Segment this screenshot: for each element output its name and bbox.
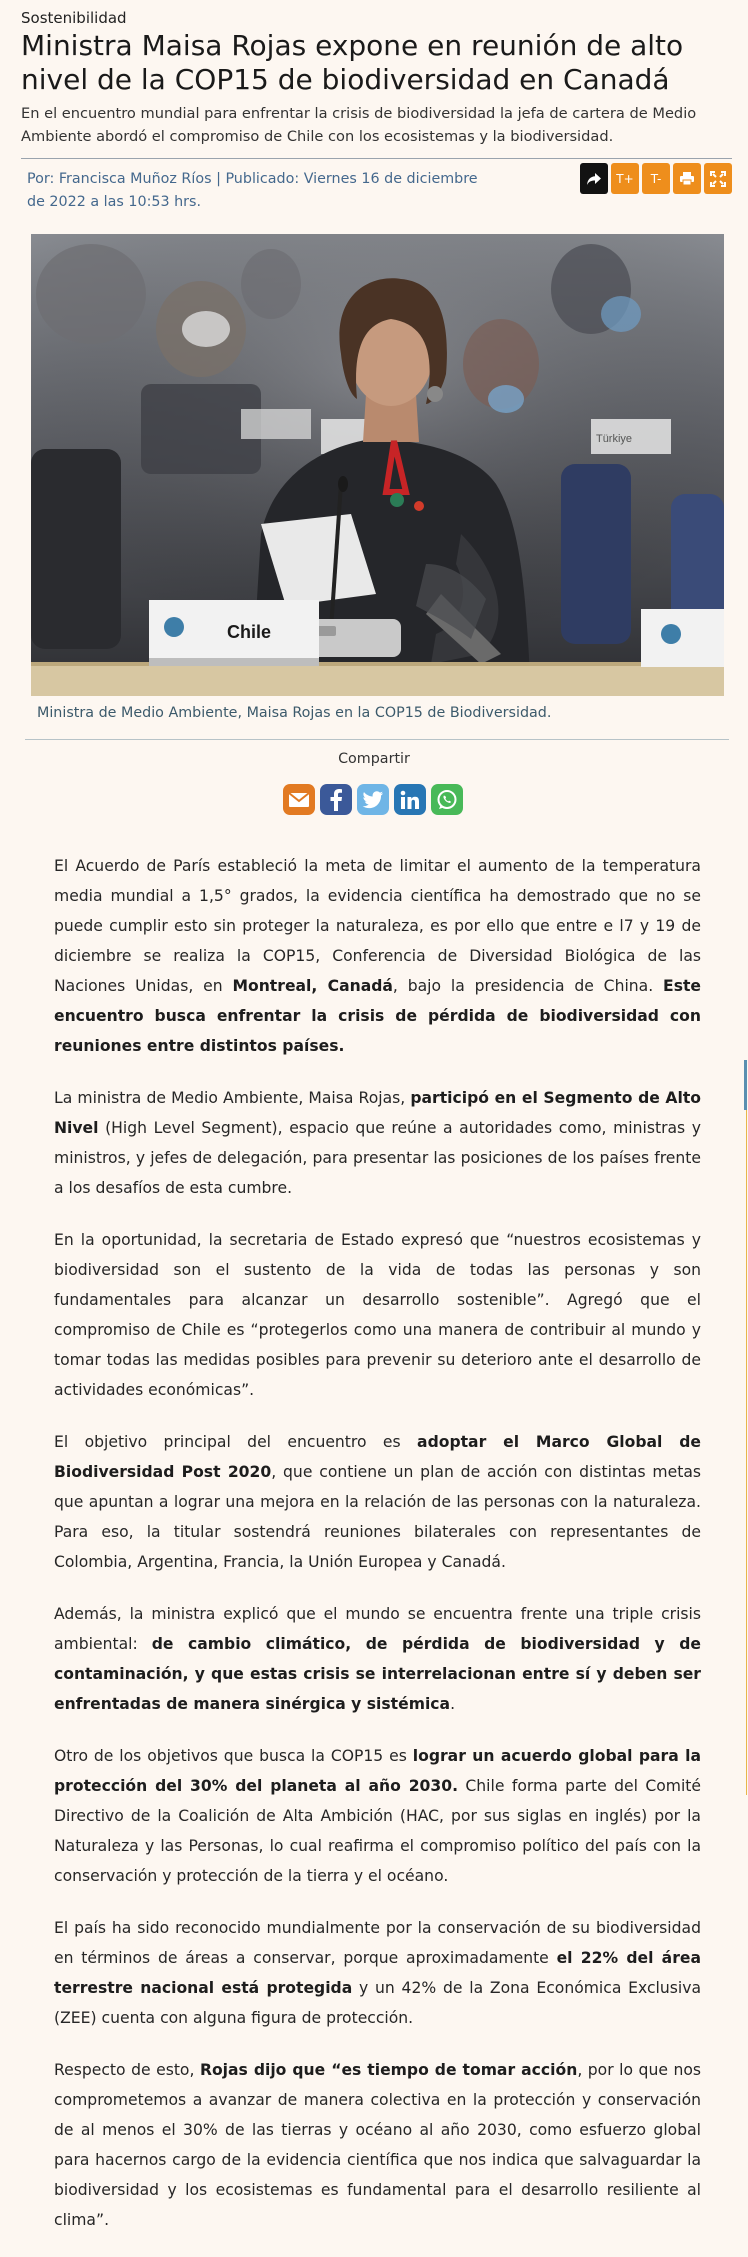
text-run: Respecto de esto, xyxy=(54,2061,200,2079)
article-paragraph xyxy=(54,851,701,1061)
bold-text: lograr un acuerdo global para la protección del 30% del planeta al año 2030. xyxy=(54,1747,702,1795)
article-body xyxy=(54,851,701,2257)
text-run: El objetivo principal del encuentro es xyxy=(54,1433,418,1451)
text-run: y un 42% de la Zona Económica Exclusiva (ZEE) cuenta con alguna figura de protección. xyxy=(54,1979,702,2027)
whatsapp-icon[interactable] xyxy=(431,784,463,815)
text-run: Chile forma parte del Comité Directivo de la Coalición de Alta Ambición (HAC, por sus siglas en inglés) por la Naturaleza y las Personas, lo cual reafirma el compromiso político del país con la conservación y protección de la tierra y el océano. xyxy=(54,1777,701,1885)
bold-text: participó en el Segmento de Alto Nivel xyxy=(54,1089,701,1137)
text-run: El Acuerdo de París estableció la meta de limitar el aumento de la temperatura media mundial a 1,5° grados, la evidencia científica ha demostrado que no se puede cumplir esto sin proteger la naturaleza, es por ello que entre e l7 y 19 de diciembre se realiza la COP15, Conferencia de Diversidad Biológica de las Naciones Unidas, en xyxy=(54,857,701,995)
article-paragraph xyxy=(54,1599,701,1719)
text-run: , que contiene un plan de acción con distintas metas que apuntan a lograr una mejora en la relación de las personas con la naturaleza. Para eso, la titular sostendrá reuniones bilaterales con representantes de Colombia, Argentina, Francia, la Unión Europea y Canadá. xyxy=(54,1463,701,1571)
divider xyxy=(25,739,729,740)
share-label: Compartir xyxy=(338,751,410,767)
text-run: Además, la ministra explicó que el mundo se encuentra frente una triple crisis ambiental: xyxy=(54,1605,701,1653)
text-run: , bajo la presidencia de China. xyxy=(392,977,664,995)
font-decrease-button[interactable]: T- xyxy=(642,163,670,194)
scroll-indicator[interactable] xyxy=(744,1060,747,1110)
article-paragraph xyxy=(54,1427,701,1577)
bold-text: adoptar el Marco Global de Biodiversidad Post 2020 xyxy=(54,1433,701,1481)
article-paragraph xyxy=(54,1225,701,1405)
text-run: , por lo que nos comprometemos a avanzar de manera colectiva en la protección y conservación de al menos el 30% de las tierras y océano al año 2030, como esfuerzo global para hacernos cargo de la evidencia científica que nos indica que salvaguardar la biodiversidad y los ecosistemas es fundamental para el desarrollo resiliente al clima”. xyxy=(54,2061,701,2229)
article-paragraph xyxy=(54,1741,701,1891)
email-icon[interactable] xyxy=(283,784,315,815)
photo-caption: Ministra de Medio Ambiente, Maisa Rojas en la COP15 de Biodiversidad. xyxy=(37,705,552,721)
bold-text: Rojas dijo que “es tiempo de tomar acción xyxy=(199,2061,578,2079)
nameplate-right-text: Türkiye xyxy=(595,433,633,445)
facebook-icon[interactable] xyxy=(320,784,352,815)
bold-text: de cambio climático, de pérdida de biodiversidad y de contaminación, y que estas crisis se interrelacionan entre sí y deben ser enfrentadas de manera sinérgica y sistémica xyxy=(54,1635,701,1713)
print-icon[interactable] xyxy=(673,163,701,194)
font-increase-button[interactable]: T+ xyxy=(611,163,639,194)
text-run: (High Level Segment), espacio que reúne a autoridades como, ministras y ministros, y jefes de delegación, para presentar las posiciones de los países frente a los desafíos de esta cumbre. xyxy=(54,1119,701,1197)
text-run: . xyxy=(450,1695,456,1713)
linkedin-icon[interactable] xyxy=(394,784,426,815)
category-label[interactable]: Sostenibilidad xyxy=(21,9,127,27)
byline: Por: Francisca Muñoz Ríos | Publicado: Viernes 16 de diciembre de 2022 a las 10:53 hrs. xyxy=(27,171,478,210)
bold-text: Este encuentro busca enfrentar la crisis de pérdida de biodiversidad con reuniones entre distintos países. xyxy=(54,977,702,1055)
bold-text: Montreal, Canadá xyxy=(232,977,393,995)
twitter-icon[interactable] xyxy=(357,784,389,815)
article-paragraph xyxy=(54,2055,701,2235)
text-run: El país ha sido reconocido mundialmente por la conservación de su biodiversidad en términos de áreas a conservar, porque aproximadamente xyxy=(54,1919,701,1967)
divider xyxy=(21,158,732,159)
article-toolbar xyxy=(580,163,732,194)
nameplate-text: Chile xyxy=(226,622,272,642)
bold-text: el 22% del área terrestre nacional está protegida xyxy=(54,1949,701,1997)
scroll-track xyxy=(746,1110,747,1795)
share-arrow-icon[interactable] xyxy=(580,163,608,194)
article-photo xyxy=(31,234,724,696)
text-run: Otro de los objetivos que busca la COP15 es xyxy=(54,1747,413,1765)
share-bar xyxy=(283,784,463,815)
expand-icon[interactable] xyxy=(704,163,732,194)
lead-paragraph: En el encuentro mundial para enfrentar la crisis de biodiversidad la jefa de cartera de Medio Ambiente abordó el compromiso de Chile con los ecosistemas y la biodiversidad. xyxy=(21,105,697,145)
headline: Ministra Maisa Rojas expone en reunión de alto nivel de la COP15 de biodiversidad en Canadá xyxy=(21,29,684,96)
article-paragraph xyxy=(54,1083,701,1203)
text-run: La ministra de Medio Ambiente, Maisa Rojas, xyxy=(54,1089,411,1107)
article-paragraph xyxy=(54,1913,701,2033)
text-run: En la oportunidad, la secretaria de Estado expresó que “nuestros ecosistemas y biodiversidad son el sustento de la vida de todas las personas y son fundamentales para alcanzar un desarrollo sostenible”. Agregó que el compromiso de Chile es “protegerlos como una manera de contribuir al mundo y tomar todas las medidas posibles para prevenir su deterioro ante el desarrollo de actividades económicas”. xyxy=(54,1231,701,1399)
